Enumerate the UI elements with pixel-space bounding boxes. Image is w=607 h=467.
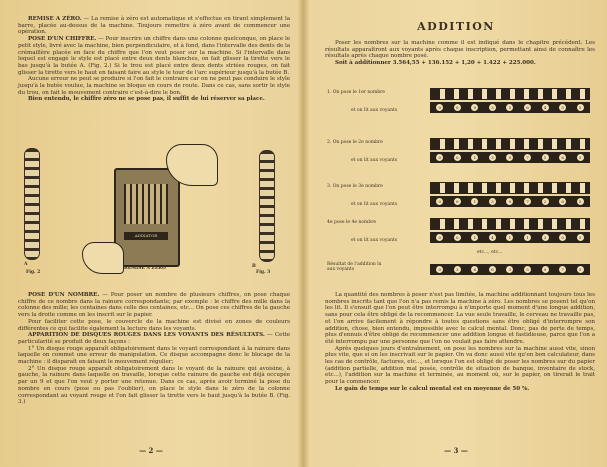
- fig-label-fig3: Fig. 3: [256, 270, 271, 275]
- result-digit: 3: [542, 234, 549, 241]
- result-digit: 9: [542, 266, 549, 273]
- row-pose-2: [327, 138, 597, 168]
- page-number-right: — 3 —: [444, 446, 468, 455]
- figure-remise-zero: [16, 140, 294, 280]
- result-digit: 6: [559, 154, 566, 161]
- result-digit: 6: [524, 104, 531, 111]
- result-digit: 0: [454, 198, 461, 205]
- result-digit: 0: [436, 104, 443, 111]
- result-window-row: [430, 102, 590, 113]
- result-digit: 1: [524, 234, 531, 241]
- text-disques-rouges: Cette particularité se produit de deux façons :: [18, 332, 290, 345]
- slot-track: [430, 182, 588, 208]
- result-digit: 1: [471, 234, 478, 241]
- result-digit: 7: [559, 266, 566, 273]
- right-text-bottom: [325, 292, 595, 393]
- slot-track: [430, 88, 588, 114]
- result-digit: 0: [454, 234, 461, 241]
- number-strip: [430, 218, 590, 230]
- result-digit: 9: [506, 154, 513, 161]
- result-digit: 5: [577, 104, 584, 111]
- result-digit: 0: [436, 154, 443, 161]
- number-strip: [430, 138, 590, 150]
- left-text-block-top: REMISE A ZÉRO. — La remise à zéro est automatique et s'effectue en tirant simplement la barre, placée au-dessus de la machine. Toujours remettre à zéro avant de commencer une opération. POSE D'UN CHIFFRE. — Pour inscrire un chiffre dans une colonne quelconque, on place le petit style, livré avec la machine, bien perpendiculaire, et à fond, dans l'intervalle des dents de la crémaillère placée en face du chiffre que l'on veut poser sur la machine. Si l'intervalle dans lequel est engagé le style est placé entre deux dents blanches, on fait glisser la tirette vers le bas jusqu'à la butée A. (Fig. 2.) Si le trou est placé entre deux dents striées rouges, on fait glisser la tirette vers le haut en faisant faire au style le tour de l'arc supérieur jusqu'à la butée B. Aucune erreur ne peut se produire si l'on fait le contraire car on ne peut pas conduire le style jusqu'à la butée voulue, la machine se bloque en cours de route. Dans ce cas, sans sortir le style du trou, on fait le mouvement contraire c'est-à-dire le bon. Bien entendu, le chiffre zéro ne se pose pas, il suffit de lui réserver sa place.: [18, 16, 291, 103]
- row-label: et on lit aux voyants: [351, 108, 398, 113]
- machine-window: [124, 184, 168, 224]
- result-digit: 5: [524, 266, 531, 273]
- text-premier-disque: 1° Un disque rouge apparaît obligatoirement dans le voyant correspondant à la rainure dans laquelle on commet une erreur de manipulation. Ce disque accompagne donc le blocage de la machine : il disparaît en faisant le mouvement régulier;: [18, 345, 290, 366]
- result-digit: 3: [489, 104, 496, 111]
- result-digit: 4: [542, 104, 549, 111]
- page-number-left: — 2 —: [139, 446, 163, 455]
- text-poser-nombres: Poser les nombres sur la machine comme il est indiqué dans le chapitre précédent. Les résultats apparaîtront aux voyants après chaque inscription, permettant ainsi de connaître les résultats après chaque nombre posé.: [325, 40, 595, 60]
- right-page: [305, 0, 607, 467]
- result-digit: 9: [506, 198, 513, 205]
- left-page: [0, 0, 302, 467]
- row-result: [327, 260, 597, 290]
- slot-track: [430, 138, 588, 164]
- result-digit: 5: [577, 198, 584, 205]
- text-pose-nombre: Pour poser un nombre de plusieurs chiffres, on pose chaque chiffre de ce nombre dans la rainure correspondante; par exemple : le chiffre des mille dans la colonne des mille; les centaines dans celle des centaines, etc... On pose ces chiffres de la gauche vers la droite comme on les inscrit sur le papier.: [18, 292, 291, 319]
- result-digit: 5: [506, 104, 513, 111]
- result-digit: 8: [559, 198, 566, 205]
- result-digit: 0: [436, 198, 443, 205]
- row-pose-3: [327, 182, 597, 212]
- result-digit: 3: [506, 266, 513, 273]
- text-entrainement: Après quelques jours d'entraînement, on pose les nombres sur la machine aussi vite, sinon plus vite, que si on les inscrivait sur le papier. On va donc aussi vite qu'en bon calculateur, dans les cas de contrôle, factures, etc..., et lorsque l'on est obligé de poser les nombres sur du papier (addition partielle, addition mal posée, contrôle de situation de banque, inventaire de stock, etc...), l'addition sur la machine et terminée, au moment où, sur le papier, on tirerait le trait pour la commencer.: [325, 345, 595, 386]
- machine-label: ADDIATOR: [124, 232, 168, 240]
- heading-disques-rouges: APPARITION DE DISQUES ROUGES DANS LES VOYANTS DES RÉSULTATS.: [28, 332, 265, 339]
- number-strip: [430, 182, 590, 194]
- row-pose-4: [327, 218, 597, 248]
- result-digit: 5: [577, 234, 584, 241]
- row-label: et on lit aux voyants: [351, 238, 398, 243]
- number-strip: [430, 88, 590, 100]
- result-window-row: [430, 152, 590, 163]
- slot-track: [430, 218, 588, 244]
- result-digit: 0: [436, 234, 443, 241]
- page-title-addition: ADDITION: [417, 20, 495, 33]
- text-remise-zero: La remise à zéro est automatique et s'effectue en tirant simplement la barre, placée au-dessus de la machine. Toujours remettre à zéro avant de commencer une opération.: [18, 16, 291, 36]
- result-digit: 3: [454, 266, 461, 273]
- result-digit: 6: [471, 266, 478, 273]
- heading-remise-zero: REMISE A ZÉRO.: [28, 16, 82, 22]
- text-quantite-nombres: La quantité des nombres à poser n'est pas limitée, la machine additionnant toujours tous les nombres inscrits tant que l'on n'a pas remis la machine à zéro. Les nombres se posent tel qu'on les lit. Il s'ensuit que l'on peut être interrompu à n'importe quel moment d'une longue addition, sans pour cela être obligé de la recommencer. La vue seule travaille, le cerveau ne travaille pas, et l'on arrive facilement à répondre à toutes questions sans être obligé d'interrompre son addition, chose, bien entendu, impossible avec le calcul mental. Donc, pas de perte de temps, plus d'ennuis d'être obligé de recommencer une addition longue et fastidieuse, parce que l'on a été interrompu par une personne que l'on ne voulait pas faire attendre.: [325, 292, 595, 345]
- result-digit: 3: [489, 198, 496, 205]
- text-second-disque: 2° Un disque rouge apparaît obligatoirement dans le voyant de la rainure qui avoisine, à gauche, la rainure dans laquelle on travaille, lorsque cette rainure de gauche est déjà occupée par un 9 et que l'on veut y porter une retenue. Dans ce cas, après avoir terminé la pose du nombre en cours (pose ou pas l'oublier), on place le style dans le zéro de la colonne correspondant au voyant rouge et l'on fait glisser la tirette vers le haut jusqu'à la butée B. (Fig. 3.): [18, 365, 290, 406]
- heading-pose-nombre: POSE D'UN NOMBRE.: [28, 292, 100, 298]
- result-label: Résultat de l'addition lu aux voyants: [327, 262, 382, 272]
- right-text-intro: [325, 40, 595, 67]
- result-digit: 7: [524, 154, 531, 161]
- text-example: Soit à additionner 3.564,55 + 136.152 + 1,20 + 1.422 + 225.000.: [335, 60, 536, 67]
- row-label: et on lit aux voyants: [351, 158, 398, 163]
- result-digit: 6: [489, 266, 496, 273]
- result-digit: 3: [489, 154, 496, 161]
- left-text-block-bottom: POSE D'UN NOMBRE. — Pour poser un nombre de plusieurs chiffres, on pose chaque chiffre de ce nombre dans la rainure correspondante; par exemple : le chiffre des mille dans la colonne des mille; les centaines dans celle des centaines, etc... On pose ces chiffres de la gauche vers la droite comme on les inscrit sur le papier. Pour faciliter cette pose, le couvercle de la machine est divisé en zones de couleurs différentes ce qui facilite également la lecture dans les voyants. APPARITION DE DISQUES ROUGES DANS LES VOYANTS DES RÉSULTATS. — Cette particularité se produit de deux façons : 1° Un disque rouge apparaît obligatoirement dans le voyant correspondant à la rainure dans laquelle on commet une erreur de manipulation. Ce disque accompagne donc le blocage de la machine : il disparaît en faisant le mouvement régulier; 2° Un disque rouge apparaît obligatoirement dans le voyant de la rainure qui avoisine, à gauche, la rainure dans laquelle on travaille, lorsque cette rainure de gauche est déjà occupée par un 9 et que l'on veut y porter une retenue. Dans ce cas, après avoir terminé la pose du nombre en cours (pose ou pas l'oublier), on place le style dans le zéro de la colonne correspondant au voyant rouge et l'on fait glisser la tirette vers le haut jusqu'à la butée B. (Fig. 3.): [18, 292, 291, 406]
- result-digit: 5: [577, 154, 584, 161]
- fig-label-a: A: [24, 262, 28, 267]
- result-digit: 5: [577, 266, 584, 273]
- row-label: 3. On pose le 3e nombre: [327, 184, 383, 189]
- result-digit: 2: [542, 198, 549, 205]
- text-pose-chiffre: Pour inscrire un chiffre dans une colonne quelconque, on place le petit style, livré avec la machine, bien perpendiculaire, et à fond, dans l'intervalle des dents de la crémaillère placée en face du chiffre que l'on veut poser sur la machine. Si l'intervalle dans lequel est engagé le style est placé entre deux dents blanches, on fait glisser la tirette vers le bas jusqu'à la butée A. (Fig. 2.) Si le trou est placé entre deux dents striées rouges, on fait glisser la tirette vers le haut en faisant faire au style le tour de l'arc supérieur jusqu'à la butée B.: [18, 36, 290, 76]
- result-digit: 1: [542, 154, 549, 161]
- result-digit: 5: [559, 104, 566, 111]
- fig-label-fig2: Fig. 2: [26, 270, 41, 275]
- hand-holding-icon: [82, 242, 124, 274]
- row-label: 1. On pose le 1er nombre: [327, 90, 385, 95]
- result-digit: 7: [524, 198, 531, 205]
- row-label: 4e pose le 4e nombre: [327, 220, 377, 225]
- row-pose-1: [327, 88, 597, 118]
- result-digit: 0: [454, 104, 461, 111]
- row-label: et on lit aux voyants: [351, 202, 398, 207]
- thermometer-gauge-left: [24, 148, 40, 260]
- text-gain-temps: Le gain de temps sur le calcul mental est en moyenne de 50 %.: [335, 385, 530, 392]
- result-digit: 1: [471, 154, 478, 161]
- result-window-row: [430, 264, 590, 275]
- result-digit: 4: [489, 234, 496, 241]
- result-digit: 0: [454, 154, 461, 161]
- result-window-row: [430, 232, 590, 243]
- result-digit: 1: [471, 198, 478, 205]
- slot-track: [430, 264, 588, 290]
- text-chiffre-zero: Bien entendu, le chiffre zéro ne se pose pas, il suffit de lui réserver sa place.: [28, 96, 265, 103]
- row-label: 2. On pose le 2e nombre: [327, 140, 383, 145]
- result-window-row: [430, 196, 590, 207]
- etc-label: etc..., etc...: [477, 250, 503, 255]
- result-digit: 0: [559, 234, 566, 241]
- text-aucune-erreur: Aucune erreur ne peut se produire si l'on fait le contraire car on ne peut pas conduire le style jusqu'à la butée voulue, la machine se bloque en cours de route. Dans ce cas, sans sortir le style du trou, on fait le mouvement contraire c'est-à-dire le bon.: [18, 76, 290, 96]
- thermometer-gauge-right: [259, 150, 275, 262]
- result-digit: 0: [436, 266, 443, 273]
- text-faciliter-pose: Pour faciliter cette pose, le couvercle de la machine est divisé en zones de couleurs différentes ce qui facilite également la lecture dans les voyants.: [18, 318, 290, 332]
- heading-pose-chiffre: POSE D'UN CHIFFRE.: [28, 36, 97, 43]
- fig-label-b: B: [252, 264, 256, 269]
- result-digit: 0: [471, 104, 478, 111]
- fig-caption: REMISE A ZÉRO: [124, 266, 166, 271]
- result-digit: 1: [506, 234, 513, 241]
